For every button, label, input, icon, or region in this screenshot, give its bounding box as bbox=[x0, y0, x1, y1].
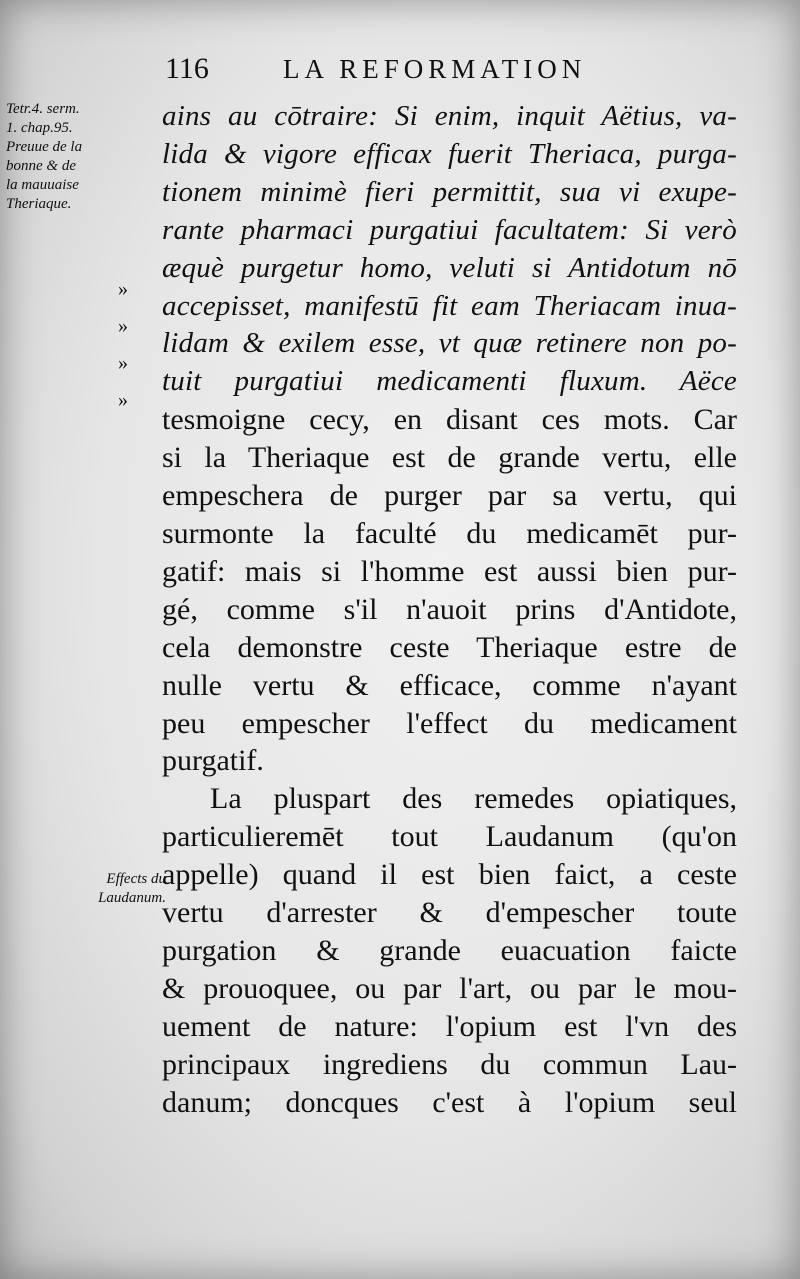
text-line: uement de nature: l'opium est l'vn des bbox=[162, 1009, 737, 1043]
paragraph-1 bbox=[162, 98, 737, 780]
text-line: cela demonstre ceste Theriaque estre de bbox=[162, 630, 737, 664]
quote-mark: » bbox=[118, 389, 128, 411]
margin-note-theriaque bbox=[6, 100, 166, 214]
text-line: lidam & exilem esse, vt quæ retinere non po- bbox=[162, 327, 737, 360]
text-line: gé, comme s'il n'auoit prins d'Antidote, bbox=[162, 592, 737, 626]
quote-mark: » bbox=[118, 315, 128, 337]
text-line: surmonte la faculté du medicamēt pur- bbox=[162, 516, 737, 550]
text-line: danum; doncques c'est à l'opium seul bbox=[162, 1085, 737, 1119]
margin-note-line: Laudanum. bbox=[98, 890, 166, 906]
text-line: La pluspart des remedes opiatiques, bbox=[210, 782, 737, 816]
text-line: tuit purgatiui medicamenti fluxum. Aëce bbox=[162, 365, 737, 398]
body-text bbox=[162, 98, 737, 1121]
text-line: empeschera de purger par sa vertu, qui bbox=[162, 479, 737, 513]
quotation-marks bbox=[118, 278, 148, 426]
text-line: purgation & grande euacuation faicte bbox=[162, 933, 737, 967]
text-line: lida & vigore efficax fuerit Theriaca, purga- bbox=[162, 137, 737, 170]
text-line: tesmoigne cecy, en disant ces mots. Car bbox=[162, 403, 737, 437]
text-line: si la Theriaque est de grande vertu, elle bbox=[162, 441, 737, 475]
quote-mark: » bbox=[118, 278, 128, 300]
text-line: nulle vertu & efficace, comme n'ayant bbox=[162, 668, 737, 702]
text-line: gatif: mais si l'homme est aussi bien pur- bbox=[162, 554, 737, 588]
page-number: 116 bbox=[165, 52, 209, 85]
paragraph-2 bbox=[162, 780, 737, 1121]
text-line: æquè purgetur homo, veluti si Antidotum nō bbox=[162, 251, 737, 284]
running-title: LA REFORMATION bbox=[283, 54, 587, 84]
margin-note-line: la mauuaise bbox=[6, 177, 79, 193]
text-line: peu empescher l'effect du medicament bbox=[162, 706, 737, 740]
margin-note-line: Tetr.4. serm. bbox=[6, 101, 80, 117]
quote-mark: » bbox=[118, 352, 128, 374]
text-line: vertu d'arrester & d'empescher toute bbox=[162, 896, 737, 930]
margin-note-line: Effects du bbox=[106, 871, 166, 887]
text-line: & prouoquee, ou par l'art, ou par le mou- bbox=[162, 971, 737, 1005]
text-line: rante pharmaci purgatiui facultatem: Si verò bbox=[162, 213, 737, 246]
margin-note-line: Theriaque. bbox=[6, 196, 72, 212]
text-line: ains au cōtraire: Si enim, inquit Aëtius, va- bbox=[162, 100, 737, 132]
text-line: accepisset, manifestū fit eam Theriacam inua- bbox=[162, 289, 737, 322]
margin-note-laudanum bbox=[36, 870, 166, 908]
text-line: particulieremēt tout Laudanum (qu'on bbox=[162, 820, 737, 854]
text-line: appelle) quand il est bien faict, a ceste bbox=[162, 858, 737, 892]
page-header bbox=[165, 52, 645, 92]
text-line: purgatif. bbox=[162, 744, 264, 778]
margin-note-line: bonne & de bbox=[6, 158, 76, 174]
text-line: principaux ingrediens du commun Lau- bbox=[162, 1047, 737, 1081]
text-line: tionem minimè fieri permittit, sua vi exupe- bbox=[162, 175, 737, 208]
margin-note-line: Preuue de la bbox=[6, 139, 83, 155]
margin-note-line: 1. chap.95. bbox=[6, 120, 73, 136]
